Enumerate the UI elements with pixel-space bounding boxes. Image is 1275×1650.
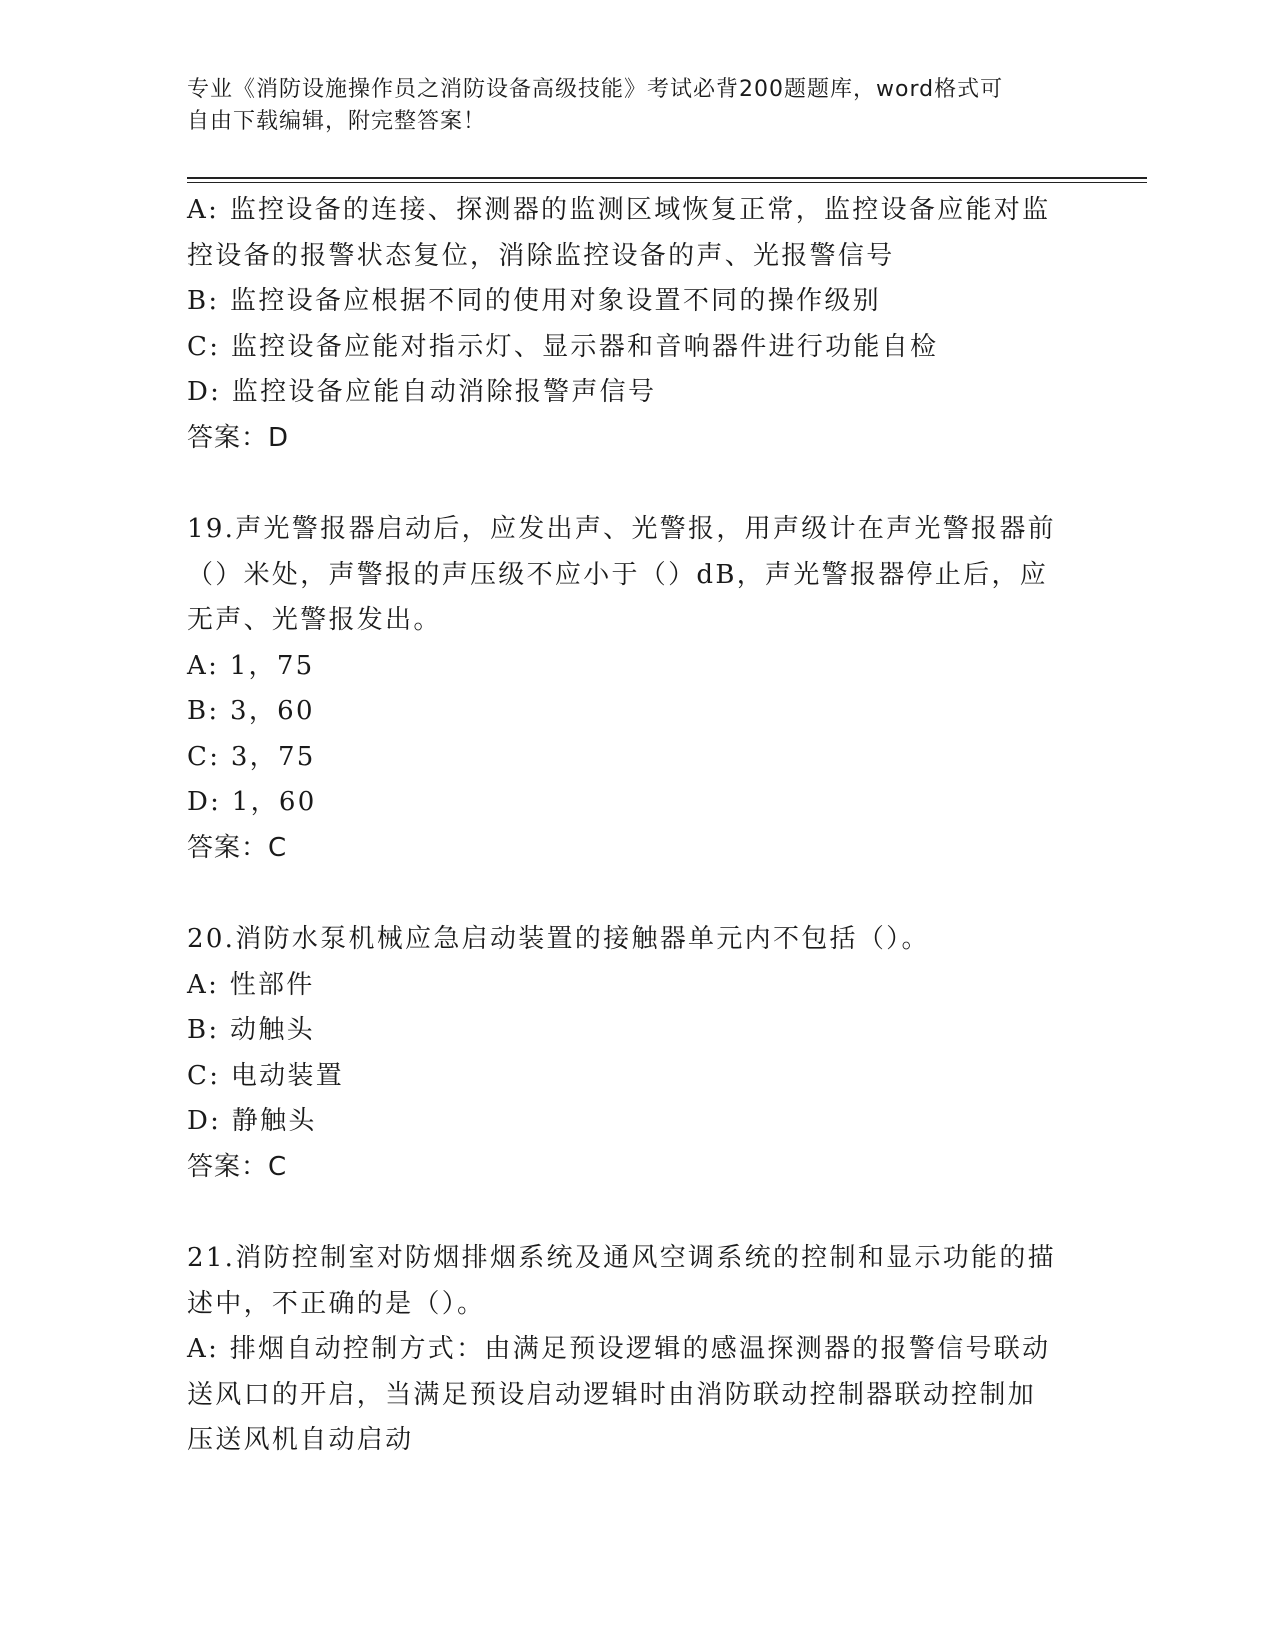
question-18 <box>187 188 1087 461</box>
document-body <box>187 188 1087 1464</box>
spacer <box>187 1190 1087 1236</box>
q19-option-b: B: 3，60 <box>187 696 315 726</box>
q18-answer: 答案：D <box>187 422 290 453</box>
q20-answer: 答案：C <box>187 1151 288 1182</box>
q21-option-a-line-2: 送风口的开启，当满足预设启动逻辑时由消防联动控制器联动控制加 <box>187 1379 1037 1410</box>
spacer <box>187 461 1087 507</box>
q20-option-d: D: 静触头 <box>187 1106 317 1136</box>
header-line-2: 自由下载编辑，附完整答案！ <box>187 109 487 134</box>
document-header <box>187 74 1087 138</box>
q20-option-c: C: 电动装置 <box>187 1060 345 1091</box>
q19-stem-line-1: 19.声光警报器启动后，应发出声、光警报，用声级计在声光警报器前 <box>187 514 1056 544</box>
q19-stem-line-2: （）米处，声警报的声压级不应小于（）dB，声光警报器停止后，应 <box>187 559 1049 590</box>
q21-stem-line-2: 述中，不正确的是（）。 <box>187 1288 486 1319</box>
q18-option-a-line-2: 控设备的报警状态复位，消除监控设备的声、光报警信号 <box>187 240 895 271</box>
q20-stem-line-1: 20.消防水泵机械应急启动装置的接触器单元内不包括（）。 <box>187 924 930 954</box>
q19-answer: 答案：C <box>187 832 288 863</box>
q19-stem-line-3: 无声、光警报发出。 <box>187 605 442 635</box>
q18-option-d: D: 监控设备应能自动消除报警声信号 <box>187 377 657 407</box>
header-rule-thick <box>187 177 1147 179</box>
q18-option-c: C: 监控设备应能对指示灯、显示器和音响器件进行功能自检 <box>187 331 939 362</box>
q20-option-a: A: 性部件 <box>187 969 315 1000</box>
spacer <box>187 871 1087 917</box>
q20-option-b: B: 动触头 <box>187 1015 315 1045</box>
q19-option-d: D: 1，60 <box>187 787 317 817</box>
question-21 <box>187 1236 1087 1464</box>
q19-option-c: C: 3，75 <box>187 741 316 772</box>
header-line-1: 专业《消防设施操作员之消防设备高级技能》考试必背200题题库，word格式可 <box>187 77 1004 102</box>
q18-option-a-line-1: A: 监控设备的连接、探测器的监测区域恢复正常，监控设备应能对监 <box>187 195 1051 225</box>
q21-option-a-line-1: A: 排烟自动控制方式：由满足预设逻辑的感温探测器的报警信号联动 <box>187 1334 1051 1364</box>
q18-option-b: B: 监控设备应根据不同的使用对象设置不同的操作级别 <box>187 286 881 316</box>
q21-option-a-line-3: 压送风机自动启动 <box>187 1425 414 1455</box>
q19-option-a: A: 1，75 <box>187 650 315 681</box>
header-rule-thin <box>187 182 1147 183</box>
question-20 <box>187 917 1087 1190</box>
q21-stem-line-1: 21.消防控制室对防烟排烟系统及通风空调系统的控制和显示功能的描 <box>187 1243 1056 1273</box>
question-19 <box>187 507 1087 871</box>
